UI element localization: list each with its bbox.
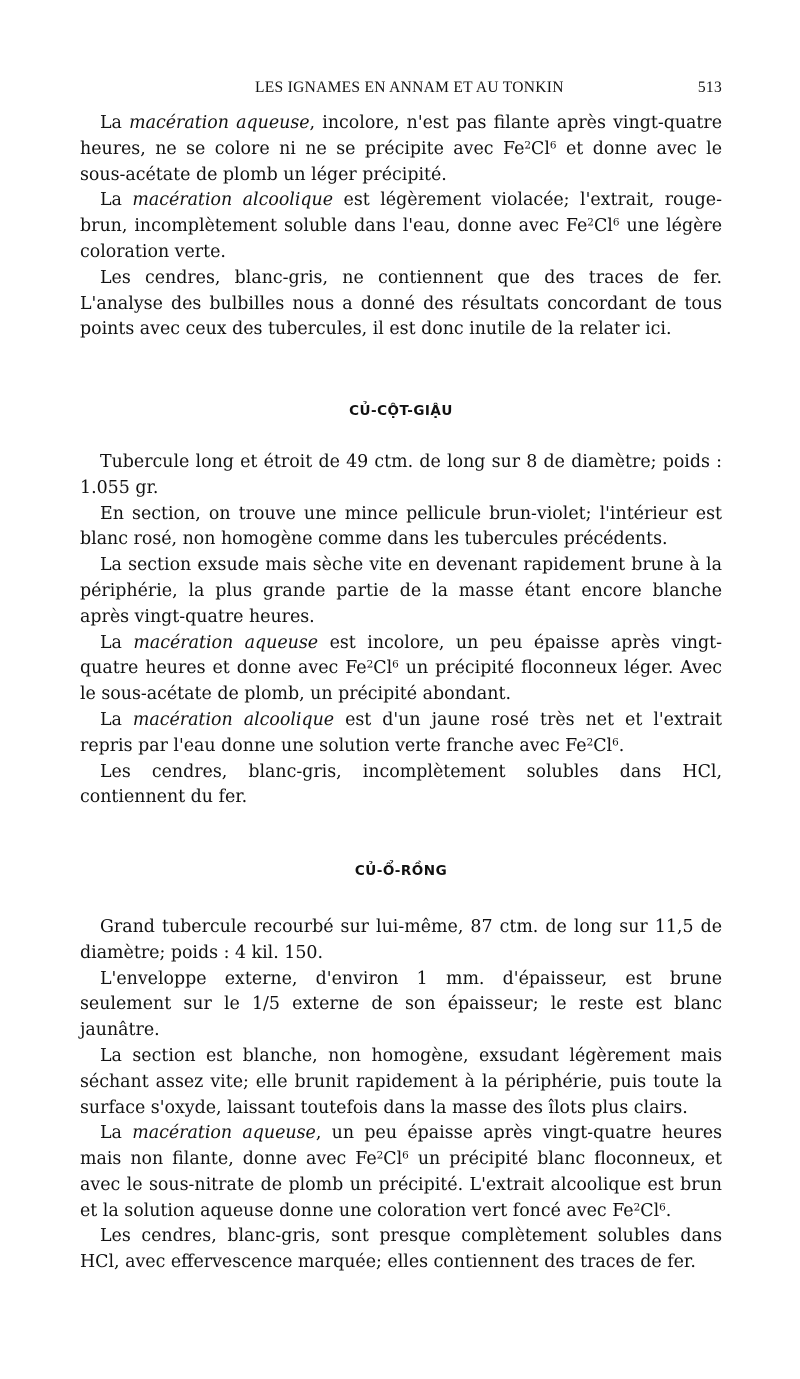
section-title-cu-o-rong: CỦ-Ổ-RỒNG: [354, 863, 448, 880]
paragraph-ashes: Les cendres, blanc-gris, sont presque complètement solubles dans HCl, avec effervescence marquée; elles contiennent des traces de fer.: [80, 1226, 722, 1273]
page-header: [80, 79, 722, 101]
running-title: LES IGNAMES EN ANNAM ET AU TONKIN: [255, 79, 564, 96]
paragraph-section: En section, on trouve une mince pellicule brun-violet; l'intérieur est blanc rosé, non homogène comme dans les tubercules précédents.: [80, 503, 722, 550]
paragraph-section: La section est blanche, non homogène, exsudant légèrement mais séchant assez vite; elle brunit rapidement à la périphérie, puis toute la surface s'oxyde, laissant toutefois dans la masse des îlots plus clairs.: [80, 1045, 722, 1118]
paragraph-tuber-description: Tubercule long et étroit de 49 ctm. de long sur 8 de diamètre; poids : 1.055 gr.: [80, 451, 722, 498]
paragraph-tuber-description: Grand tubercule recourbé sur lui-même, 87 ctm. de long sur 11,5 de diamètre; poids : 4 kil. 150.: [80, 916, 722, 963]
paragraph-ashes: Les cendres, blanc-gris, ne contiennent que des traces de fer. L'analyse des bulbilles nous a donné des résultats concordant de tous points avec ceux des tubercules, il est donc inutile de la relater ici.: [80, 267, 722, 340]
paragraph-aqueous-maceration: La macération aqueuse, un peu épaisse après vingt-quatre heures mais non filante, donne avec Fe$^2$Cl$^6$ un précipité blanc floconneux, et avec le sous-nitrate de plomb un précipité. L'extrait alcoolique est brun et la solution aqueuse donne une coloration vert foncé avec Fe$^2$Cl$^6$.: [80, 1123, 722, 1221]
section-title-cu-cot-giau: CỦ-CỘT-GIẬU: [349, 403, 453, 420]
page-body: [80, 111, 722, 1276]
paragraph-alcoholic-maceration: La macération alcoolique est légèrement violacée; l'extrait, rouge-brun, incomplètement soluble dans l'eau, donne avec Fe$^2$Cl$^6$ une légère coloration verte.: [80, 190, 722, 262]
paragraph-alcoholic-maceration: La macération alcoolique est d'un jaune rosé très net et l'extrait repris par l'eau donne une solution verte franche avec Fe$^2$Cl$^6$.: [80, 709, 722, 756]
paragraph-aqueous-maceration: La macération aqueuse est incolore, un peu épaisse après vingt-quatre heures et donne avec Fe$^2$Cl$^6$ un précipité floconneux léger. Avec le sous-acétate de plomb, un précipité abondant.: [80, 632, 722, 705]
paragraph-envelope: L'enveloppe externe, d'environ 1 mm. d'épaisseur, est brune seulement sur le 1/5 externe de son épaisseur; le reste est blanc jaunâtre.: [80, 968, 722, 1041]
paragraph-ashes: Les cendres, blanc-gris, incomplètement solubles dans HCl, contiennent du fer.: [80, 761, 722, 808]
paragraph-exudation: La section exsude mais sèche vite en devenant rapidement brune à la périphérie, la plus grande partie de la masse étant encore blanche après vingt-quatre heures.: [80, 555, 722, 627]
page-number: 513: [697, 79, 722, 96]
paragraph-aqueous-maceration: La macération aqueuse, incolore, n'est pas filante après vingt-quatre heures, ne se colore ni ne se précipite avec Fe$^2$Cl$^6$ et donne avec le sous-acétate de plomb un léger précipité.: [80, 113, 722, 185]
